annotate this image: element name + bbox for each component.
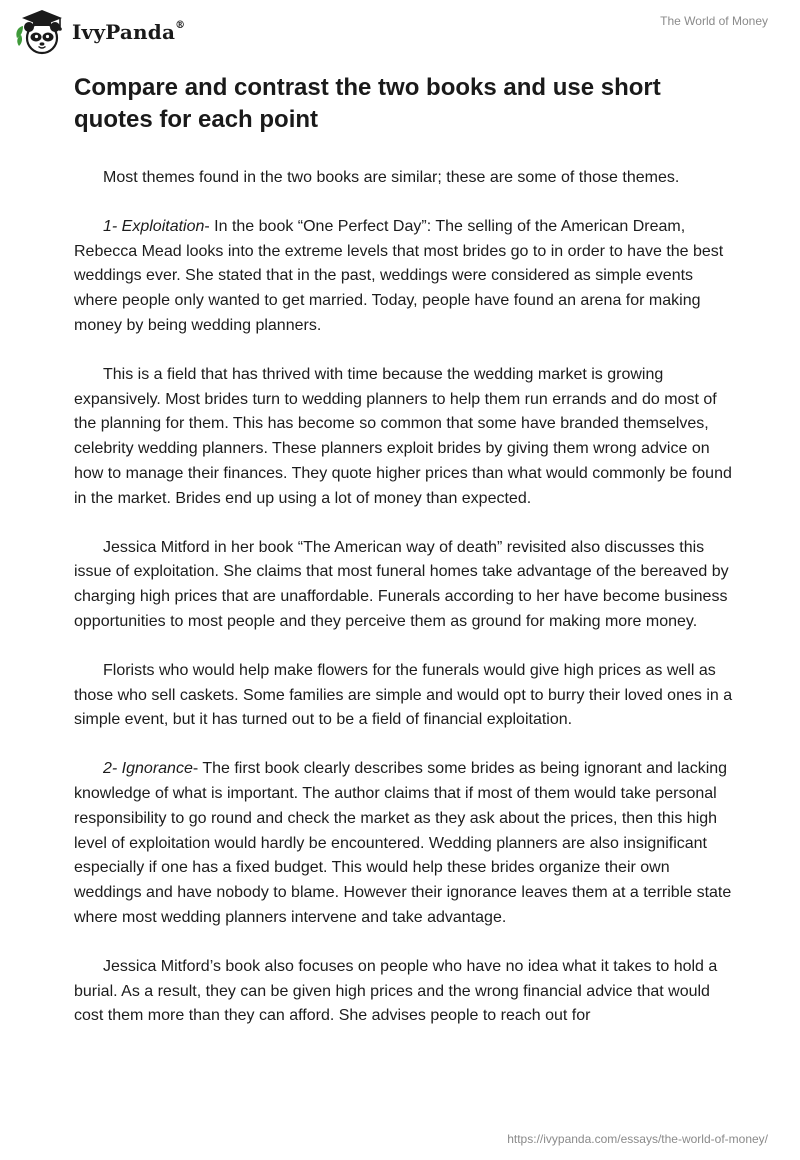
panda-graduation-cap-icon: [14, 8, 66, 56]
paragraph-text: Jessica Mitford in her book “The American way of death” revisited also discusses this issue of exploitation. She claims that most funeral homes take advantage of the bereaved by charging high prices that are unaffordable. Funerals according to her have become business opportunities to most people and they perceive them as ground for making more money.: [74, 538, 729, 630]
ivypanda-logo[interactable]: [14, 8, 185, 56]
paragraph: [74, 757, 734, 931]
paragraph: [74, 955, 734, 1029]
paragraph-text: This is a field that has thrived with time because the wedding market is growing expansively. Most brides turn to wedding planners to help them run errands and do most of the planning for them. This has become so common that some have branded themselves, celebrity wedding planners. These planners exploit brides by giving them wrong advice on how to manage their finances. They quote higher prices than what would commonly be found in the market. Brides end up using a lot of money than expected.: [74, 365, 732, 507]
paragraph-lead: 1- Exploitation: [103, 217, 205, 235]
paragraph: [74, 536, 734, 635]
paragraph: [74, 166, 734, 191]
source-url[interactable]: https://ivypanda.com/essays/the-world-of-money/: [507, 1132, 768, 1146]
brand-name-text: IvyPanda: [72, 20, 176, 44]
essay-content: [74, 72, 734, 1053]
paragraph-lead: 2- Ignorance: [103, 760, 193, 778]
paragraph-text: Florists who would help make flowers for the funerals would give high prices as well as those who sell caskets. Some families are simple and would opt to burry their loved ones in a simple event, but it has turned out to be a field of financial exploitation.: [74, 661, 733, 729]
paragraph-text: Most themes found in the two books are similar; these are some of those themes.: [103, 169, 680, 186]
section-heading: Compare and contrast the two books and use short quotes for each point: [74, 74, 661, 133]
essay-body: [74, 166, 734, 1029]
paragraph-text: - The first book clearly describes some brides as being ignorant and lacking knowledge of what is important. The author claims that if most of them would take personal responsibility to go round and check the market as they ask about the prices, then this high level of exploitation would hardly be encountered. Wedding planners are also insignificant especially if one has a fixed budget. This would help these brides organize their own weddings and have nobody to blame. However their ignorance leaves them at a terrible state where most wedding planners intervene and take advantage.: [74, 760, 732, 926]
paragraph: [74, 215, 734, 339]
brand-name: [72, 20, 185, 44]
document-title: The World of Money: [660, 14, 768, 28]
paragraph: [74, 659, 734, 733]
registered-mark: ®: [175, 20, 186, 32]
page-header: [0, 0, 800, 70]
paragraph: [74, 363, 734, 512]
paragraph-text: Jessica Mitford’s book also focuses on people who have no idea what it takes to hold a burial. As a result, they can be given high prices and the wrong financial advice that would cost them more than they can afford. She advises people to reach out for: [74, 957, 718, 1025]
paragraph-text: - In the book “One Perfect Day”: The selling of the American Dream, Rebecca Mead looks into the extreme levels that most brides go to in order to have the best weddings ever. She stated that in the past, weddings were considered as simple events where people only wanted to get married. Today, people have found an arena for making money by being wedding planners.: [74, 217, 724, 334]
